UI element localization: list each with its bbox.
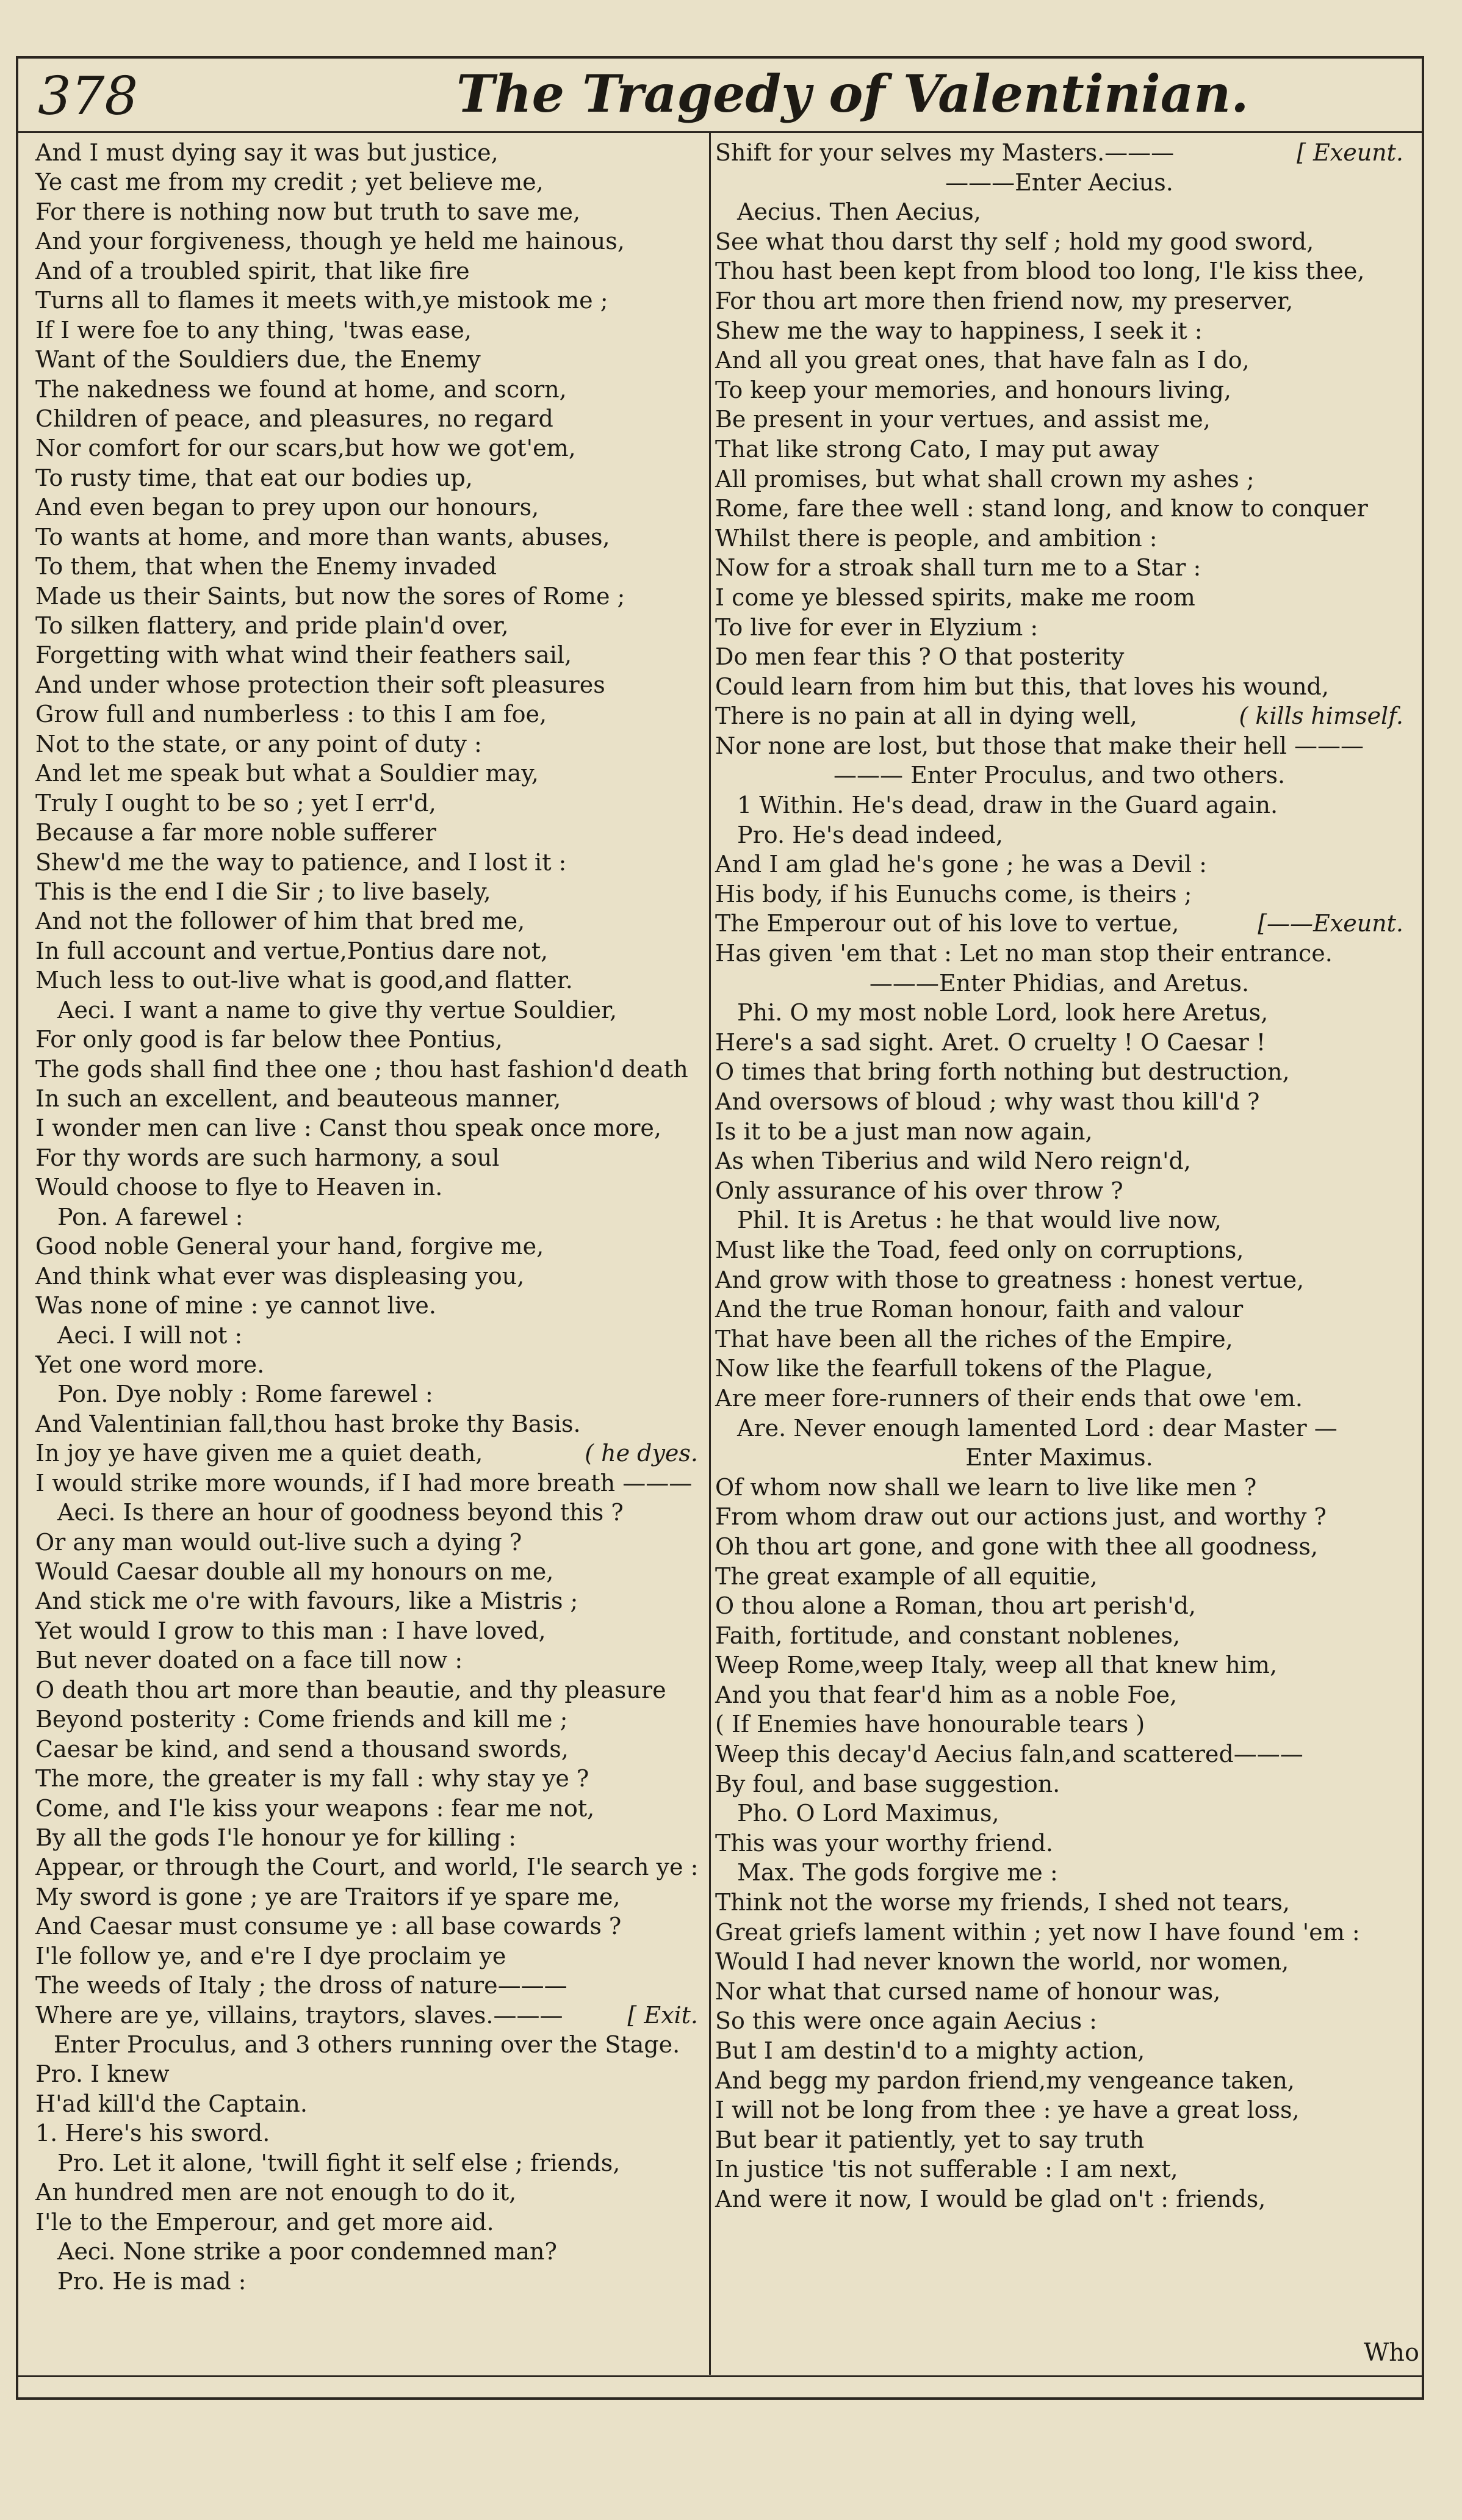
text-line	[715, 1680, 1403, 1710]
right-column	[715, 138, 1403, 2214]
line-text: Oh thou art gone, and gone with thee all goodness,	[715, 1533, 1318, 1560]
line-text: Pho. O Lord Maximus,	[737, 1800, 999, 1827]
text-line	[715, 1324, 1403, 1354]
text-line	[35, 167, 698, 197]
line-text: Pon. Dye nobly : Rome farewel :	[57, 1381, 433, 1408]
text-line	[35, 1172, 698, 1202]
line-text: And Valentinian fall,thou hast broke thy Basis.	[35, 1410, 581, 1437]
text-line	[35, 2208, 698, 2237]
line-text: Enter Proculus, and 3 others running over the Stage.	[53, 2031, 680, 2058]
line-text: Weep Rome,weep Italy, weep all that knew him,	[715, 1652, 1278, 1679]
line-text: Appear, or through the Court, and world, I'le search ye :	[35, 1854, 699, 1881]
stage-direction: [ Exit.	[627, 2001, 698, 2029]
text-line	[715, 2095, 1403, 2125]
line-text: And think what ever was displeasing you,	[35, 1262, 525, 1290]
line-text: 1 Within. He's dead, draw in the Guard again.	[737, 792, 1278, 819]
line-text: Whilst there is people, and ambition :	[715, 524, 1158, 552]
line-text: And Caesar must consume ye : all base cowards ?	[35, 1913, 622, 1940]
text-line	[715, 1028, 1403, 1058]
line-text: To them, that when the Enemy invaded	[35, 553, 497, 580]
line-text: See what thou darst thy self ; hold my good sword,	[715, 228, 1314, 255]
text-line	[35, 611, 698, 640]
text-line	[715, 1799, 1403, 1829]
text-line	[35, 1941, 698, 1971]
line-text: The weeds of Italy ; the dross of nature———	[35, 1972, 567, 1999]
text-line	[715, 760, 1403, 790]
line-text: And even began to prey upon our honours,	[35, 494, 539, 521]
text-line	[35, 1557, 698, 1586]
text-line	[35, 1025, 698, 1054]
line-text: Pro. Let it alone, 'twill fight it self else ; friends,	[57, 2149, 621, 2176]
line-text: Shew me the way to happiness, I seek it :	[715, 317, 1203, 344]
text-line	[35, 1468, 698, 1498]
text-line	[715, 1087, 1403, 1117]
line-text: Much less to out-live what is good,and flatter.	[35, 967, 573, 994]
line-text: Come, and I'le kiss your weapons : fear me not,	[35, 1794, 595, 1822]
text-line	[715, 1591, 1403, 1621]
line-text: And not the follower of him that bred me,	[35, 908, 525, 935]
line-text: And all you great ones, that have faln as I do,	[715, 347, 1250, 374]
text-line	[715, 1235, 1403, 1265]
text-line	[35, 1586, 698, 1616]
text-line	[715, 1562, 1403, 1592]
line-text: Aeci. None strike a poor condemned man?	[57, 2238, 557, 2265]
text-line	[715, 2006, 1403, 2036]
line-text: Has given 'em that : Let no man stop their entrance.	[715, 940, 1333, 967]
catchword: Who	[1364, 2339, 1419, 2367]
line-text: And you that fear'd him as a noble Foe,	[715, 1681, 1178, 1708]
text-line	[715, 701, 1403, 731]
line-text: Are meer fore-runners of their ends that owe 'em.	[715, 1384, 1303, 1412]
text-line	[35, 493, 698, 522]
text-line	[35, 345, 698, 374]
line-text: Is it to be a just man now again,	[715, 1117, 1093, 1145]
line-text: An hundred men are not enough to do it,	[35, 2179, 517, 2206]
line-text: And begg my pardon friend,my vengeance taken,	[715, 2067, 1295, 2094]
text-line	[715, 1769, 1403, 1799]
text-line	[715, 613, 1403, 643]
line-text: The great example of all equitie,	[715, 1562, 1098, 1590]
text-line	[35, 2089, 698, 2118]
line-text: Pon. A farewel :	[57, 1203, 243, 1230]
line-text: And were it now, I would be glad on't : friends,	[715, 2185, 1266, 2212]
line-text: This was your worthy friend.	[715, 1829, 1053, 1857]
text-line	[35, 1794, 698, 1823]
line-text: To rusty time, that eat our bodies up,	[35, 464, 473, 491]
line-text: H'ad kill'd the Captain.	[35, 2090, 308, 2117]
text-line	[715, 820, 1403, 850]
text-line	[35, 1912, 698, 1941]
text-line	[35, 995, 698, 1025]
text-line	[715, 138, 1403, 168]
text-line	[715, 1888, 1403, 1918]
text-line	[35, 699, 698, 729]
line-text: Children of peace, and pleasures, no regard	[35, 405, 553, 432]
line-text: Pro. He's dead indeed,	[737, 821, 1003, 848]
text-line	[35, 375, 698, 404]
text-line	[715, 909, 1403, 939]
line-text: Max. The gods forgive me :	[737, 1859, 1058, 1886]
text-line	[35, 877, 698, 906]
text-line	[715, 1117, 1403, 1147]
line-text: For thou art more then friend now, my preserver,	[715, 287, 1294, 314]
page-number: 378	[38, 66, 139, 127]
line-text: Or any man would out-live such a dying ?	[35, 1528, 522, 1556]
line-text: And of a troubled spirit, that like fire	[35, 257, 470, 284]
line-text: Do men fear this ? O that posterity	[715, 643, 1125, 671]
text-line	[35, 1528, 698, 1557]
line-text: His body, if his Eunuchs come, is theirs ;	[715, 880, 1192, 908]
running-title: The Tragedy of Valentinian.	[456, 63, 1249, 124]
text-line	[35, 316, 698, 345]
line-text: And let me speak but what a Souldier may,	[35, 760, 539, 787]
text-line	[35, 1705, 698, 1734]
line-text: Could learn from him but this, that loves his wound,	[715, 673, 1329, 700]
text-line	[715, 1532, 1403, 1562]
text-line	[35, 1764, 698, 1793]
text-line	[715, 524, 1403, 554]
line-text: The gods shall find thee one ; thou hast fashion'd death	[35, 1055, 688, 1083]
text-line	[35, 1291, 698, 1320]
line-text: Pro. I knew	[35, 2060, 170, 2088]
text-line	[715, 197, 1403, 227]
text-line	[715, 1384, 1403, 1413]
text-line	[35, 2030, 698, 2059]
text-line	[715, 1413, 1403, 1443]
line-text: Now for a stroak shall turn me to a Star :	[715, 554, 1201, 582]
line-text: O thou alone a Roman, thou art perish'd,	[715, 1592, 1196, 1620]
line-text: From whom draw out our actions just, and worthy ?	[715, 1503, 1327, 1531]
line-text: And under whose protection their soft pleasures	[35, 671, 605, 698]
text-line	[715, 2066, 1403, 2096]
text-line	[715, 672, 1403, 702]
footer-rule	[16, 2375, 1424, 2377]
line-text: My sword is gone ; ye are Traitors if ye spare me,	[35, 1883, 621, 1910]
text-line	[35, 729, 698, 759]
text-line	[715, 1146, 1403, 1176]
text-line	[715, 2184, 1403, 2214]
text-line	[715, 1265, 1403, 1295]
text-line	[715, 256, 1403, 286]
line-text: But bear it patiently, yet to say truth	[715, 2126, 1145, 2153]
text-line	[715, 168, 1403, 198]
text-line	[35, 404, 698, 433]
text-line	[715, 286, 1403, 316]
text-line	[715, 1205, 1403, 1235]
text-line	[715, 1473, 1403, 1503]
line-text: I'le to the Emperour, and get more aid.	[35, 2208, 494, 2236]
text-line	[715, 879, 1403, 909]
text-line	[35, 1350, 698, 1379]
stage-direction: ( kills himself.	[1239, 702, 1403, 730]
line-text: I would strike more wounds, if I had more breath ———	[35, 1469, 693, 1496]
text-line	[35, 1232, 698, 1261]
text-line	[715, 850, 1403, 879]
line-text: Pro. He is mad :	[57, 2267, 247, 2295]
text-line	[35, 1113, 698, 1143]
text-line	[715, 2125, 1403, 2155]
text-line	[715, 1977, 1403, 2007]
text-line	[35, 1645, 698, 1675]
line-text: I will not be long from thee : ye have a great loss,	[715, 2096, 1300, 2124]
line-text: For there is nothing now but truth to save me,	[35, 198, 581, 225]
line-text: Where are ye, villains, traytors, slaves.———	[35, 2001, 563, 2029]
line-text: And oversows of bloud ; why wast thou kill'd ?	[715, 1088, 1260, 1115]
text-line	[715, 1709, 1403, 1739]
text-line	[35, 2267, 698, 2296]
line-text: To live for ever in Elyzium :	[715, 613, 1039, 641]
text-line	[35, 286, 698, 315]
line-text: I come ye blessed spirits, make me room	[715, 583, 1195, 611]
text-line	[35, 1439, 698, 1468]
line-text: But never doated on a face till now :	[35, 1647, 463, 1674]
left-column	[35, 138, 698, 2296]
text-line	[35, 1735, 698, 1764]
header-rule	[16, 131, 1424, 133]
line-text: And the true Roman honour, faith and valour	[715, 1296, 1244, 1323]
text-line	[715, 494, 1403, 524]
text-line	[35, 1882, 698, 1912]
line-text: O times that bring forth nothing but destruction,	[715, 1058, 1290, 1086]
line-text: ( If Enemies have honourable tears )	[715, 1711, 1145, 1738]
line-text: Turns all to flames it meets with,ye mistook me ;	[35, 287, 608, 314]
text-line	[35, 759, 698, 788]
text-line	[35, 1616, 698, 1645]
line-text: Of whom now shall we learn to live like men ?	[715, 1473, 1257, 1501]
line-text: By foul, and base suggestion.	[715, 1770, 1060, 1797]
text-line	[35, 2059, 698, 2089]
text-line	[35, 1675, 698, 1705]
line-text: By all the gods I'le honour ye for killing :	[35, 1824, 517, 1851]
text-line	[35, 433, 698, 463]
text-line	[35, 1084, 698, 1113]
text-line	[35, 463, 698, 493]
line-text: To keep your memories, and honours living,	[715, 376, 1231, 403]
line-text: The Emperour out of his love to vertue,	[715, 910, 1179, 937]
line-text: Would Caesar double all my honours on me,	[35, 1558, 554, 1585]
text-line	[35, 582, 698, 611]
text-line	[715, 2036, 1403, 2066]
text-line	[715, 464, 1403, 494]
line-text: ——— Enter Proculus, and two others.	[833, 762, 1286, 789]
line-text: Beyond posterity : Come friends and kill me ;	[35, 1706, 568, 1733]
line-text: Be present in your vertues, and assist me,	[715, 406, 1211, 433]
text-line	[35, 2178, 698, 2207]
line-text: O death thou art more than beautie, and thy pleasure	[35, 1676, 666, 1703]
line-text: Forgetting with what wind their feathers sail,	[35, 641, 572, 669]
line-text: In such an excellent, and beauteous manner,	[35, 1085, 561, 1112]
line-text: I wonder men can live : Canst thou speak once more,	[35, 1114, 661, 1142]
text-line	[35, 522, 698, 552]
text-line	[715, 1443, 1403, 1473]
line-text: So this were once again Aecius :	[715, 2007, 1097, 2035]
line-text: Shift for your selves my Masters.———	[715, 139, 1175, 166]
text-line	[35, 906, 698, 936]
line-text: Must like the Toad, feed only on corruptions,	[715, 1236, 1244, 1263]
line-text: Thou hast been kept from blood too long, I'le kiss thee,	[715, 258, 1365, 285]
text-line	[715, 316, 1403, 346]
line-text: Enter Maximus.	[965, 1444, 1153, 1471]
line-text: The nakedness we found at home, and scorn,	[35, 375, 567, 403]
line-text: Because a far more noble sufferer	[35, 819, 436, 847]
line-text: Yet would I grow to this man : I have loved,	[35, 1617, 546, 1644]
line-text: Aeci. I want a name to give thy vertue Souldier,	[57, 996, 618, 1024]
line-text: ———Enter Aecius.	[945, 168, 1173, 196]
line-text: Faith, fortitude, and constant noblenes,	[715, 1622, 1181, 1649]
line-text: And stick me o're with favours, like a Mistris ;	[35, 1587, 578, 1615]
line-text: Was none of mine : ye cannot live.	[35, 1292, 437, 1320]
text-line	[35, 1202, 698, 1232]
text-line	[35, 256, 698, 286]
line-text: I'le follow ye, and e're I dye proclaim ye	[35, 1942, 506, 1969]
text-line	[715, 1650, 1403, 1680]
text-line	[715, 227, 1403, 257]
text-line	[35, 966, 698, 995]
line-text: Good noble General your hand, forgive me,	[35, 1233, 544, 1260]
line-text: This is the end I die Sir ; to live basely,	[35, 878, 491, 905]
column-divider	[709, 131, 711, 2375]
text-line	[35, 1379, 698, 1409]
text-line	[35, 789, 698, 818]
text-line	[35, 138, 698, 167]
line-text: 1. Here's his sword.	[35, 2120, 270, 2147]
text-line	[35, 226, 698, 256]
text-line	[35, 1262, 698, 1291]
line-text: And grow with those to greatness : honest vertue,	[715, 1266, 1305, 1293]
line-text: Shew'd me the way to patience, and I lost it :	[35, 848, 567, 876]
text-line	[35, 2237, 698, 2266]
text-line	[715, 435, 1403, 464]
line-text: Phi. O my most noble Lord, look here Aretus,	[737, 999, 1269, 1027]
line-text: In justice 'tis not sufferable : I am next,	[715, 2156, 1178, 2183]
text-line	[35, 552, 698, 581]
line-text: Made us their Saints, but now the sores of Rome ;	[35, 582, 625, 610]
line-text: To silken flattery, and pride plain'd over,	[35, 612, 509, 639]
text-line	[35, 1055, 698, 1084]
line-text: Ye cast me from my credit ; yet believe me,	[35, 168, 544, 196]
text-line	[35, 2118, 698, 2148]
text-line	[715, 1739, 1403, 1769]
text-line	[715, 731, 1403, 761]
line-text: The more, the greater is my fall : why stay ye ?	[35, 1765, 589, 1793]
text-line	[715, 1057, 1403, 1087]
text-line	[35, 1971, 698, 2000]
text-line	[715, 375, 1403, 405]
line-text: For only good is far below thee Pontius,	[35, 1026, 503, 1053]
text-line	[715, 405, 1403, 435]
text-line	[715, 969, 1403, 998]
text-line	[715, 345, 1403, 375]
line-text: Grow full and numberless : to this I am foe,	[35, 701, 547, 728]
line-text: Yet one word more.	[35, 1351, 265, 1378]
text-line	[35, 1409, 698, 1439]
line-text: Think not the worse my friends, I shed not tears,	[715, 1889, 1290, 1916]
line-text: For thy words are such harmony, a soul	[35, 1144, 500, 1171]
text-line	[715, 553, 1403, 583]
text-line	[35, 2001, 698, 2030]
line-text: Would choose to flye to Heaven in.	[35, 1174, 443, 1201]
text-line	[35, 2148, 698, 2178]
text-line	[35, 1852, 698, 1882]
line-text: There is no pain at all in dying well,	[715, 702, 1137, 730]
text-line	[715, 1502, 1403, 1532]
text-line	[715, 1294, 1403, 1324]
line-text: And I am glad he's gone ; he was a Devil :	[715, 851, 1207, 878]
text-line	[715, 790, 1403, 820]
line-text: ———Enter Phidias, and Aretus.	[869, 969, 1250, 997]
text-line	[35, 1823, 698, 1852]
text-line	[715, 642, 1403, 672]
line-text: Only assurance of his over throw ?	[715, 1177, 1123, 1204]
line-text: Phil. It is Aretus : he that would live now,	[737, 1207, 1222, 1234]
line-text: Caesar be kind, and send a thousand swords,	[35, 1735, 569, 1763]
text-line	[35, 640, 698, 670]
line-text: Want of the Souldiers due, the Enemy	[35, 346, 481, 374]
line-text: Are. Never enough lamented Lord : dear Master —	[737, 1414, 1338, 1442]
line-text: But I am destin'd to a mighty action,	[715, 2037, 1145, 2064]
line-text: Rome, fare thee well : stand long, and know to conquer	[715, 495, 1368, 522]
line-text: Here's a sad sight. Aret. O cruelty ! O Caesar !	[715, 1028, 1266, 1056]
stage-direction: [——Exeunt.	[1258, 910, 1403, 937]
line-text: Nor what that cursed name of honour was,	[715, 1977, 1221, 2005]
text-line	[715, 1947, 1403, 1977]
line-text: To wants at home, and more than wants, abuses,	[35, 523, 610, 551]
line-text: And I must dying say it was but justice,	[35, 139, 499, 166]
line-text: As when Tiberius and wild Nero reign'd,	[715, 1147, 1191, 1175]
text-line	[35, 848, 698, 877]
text-line	[715, 583, 1403, 613]
text-line	[715, 1829, 1403, 1858]
stage-direction: ( he dyes.	[585, 1440, 698, 1467]
text-line	[715, 1621, 1403, 1651]
text-line	[35, 818, 698, 847]
line-text: That have been all the riches of the Empire,	[715, 1325, 1233, 1352]
text-line	[715, 998, 1403, 1028]
line-text: Would I had never known the world, nor women,	[715, 1948, 1289, 1976]
text-line	[35, 1498, 698, 1527]
text-line	[715, 939, 1403, 969]
line-text: Truly I ought to be so ; yet I err'd,	[35, 789, 436, 817]
line-text: In joy ye have given me a quiet death,	[35, 1440, 483, 1467]
line-text: Aeci. Is there an hour of goodness beyond this ?	[57, 1499, 624, 1526]
text-line	[715, 1858, 1403, 1888]
line-text: Aeci. I will not :	[57, 1321, 243, 1349]
stage-direction: [ Exeunt.	[1297, 139, 1403, 166]
text-line	[715, 1176, 1403, 1206]
line-text: In full account and vertue,Pontius dare not,	[35, 937, 549, 964]
line-text: Now like the fearfull tokens of the Plague,	[715, 1355, 1214, 1382]
line-text: Nor comfort for our scars,but how we got'em,	[35, 435, 576, 462]
text-line	[35, 936, 698, 966]
text-line	[35, 1143, 698, 1172]
line-text: And your forgiveness, though ye held me hainous,	[35, 228, 625, 255]
text-line	[715, 2154, 1403, 2184]
line-text: Not to the state, or any point of duty :	[35, 730, 482, 757]
text-line	[35, 1321, 698, 1350]
line-text: Aecius. Then Aecius,	[737, 198, 981, 226]
line-text: If I were foe to any thing, 'twas ease,	[35, 316, 472, 344]
text-line	[715, 1354, 1403, 1384]
text-line	[715, 1918, 1403, 1948]
text-line	[35, 197, 698, 226]
line-text: That like strong Cato, I may put away	[715, 435, 1159, 463]
line-text: Weep this decay'd Aecius faln,and scattered———	[715, 1741, 1303, 1768]
text-line	[35, 670, 698, 699]
line-text: Great griefs lament within ; yet now I have found 'em :	[715, 1918, 1360, 1946]
line-text: All promises, but what shall crown my ashes ;	[715, 465, 1255, 493]
line-text: Nor none are lost, but those that make their hell ———	[715, 732, 1364, 759]
